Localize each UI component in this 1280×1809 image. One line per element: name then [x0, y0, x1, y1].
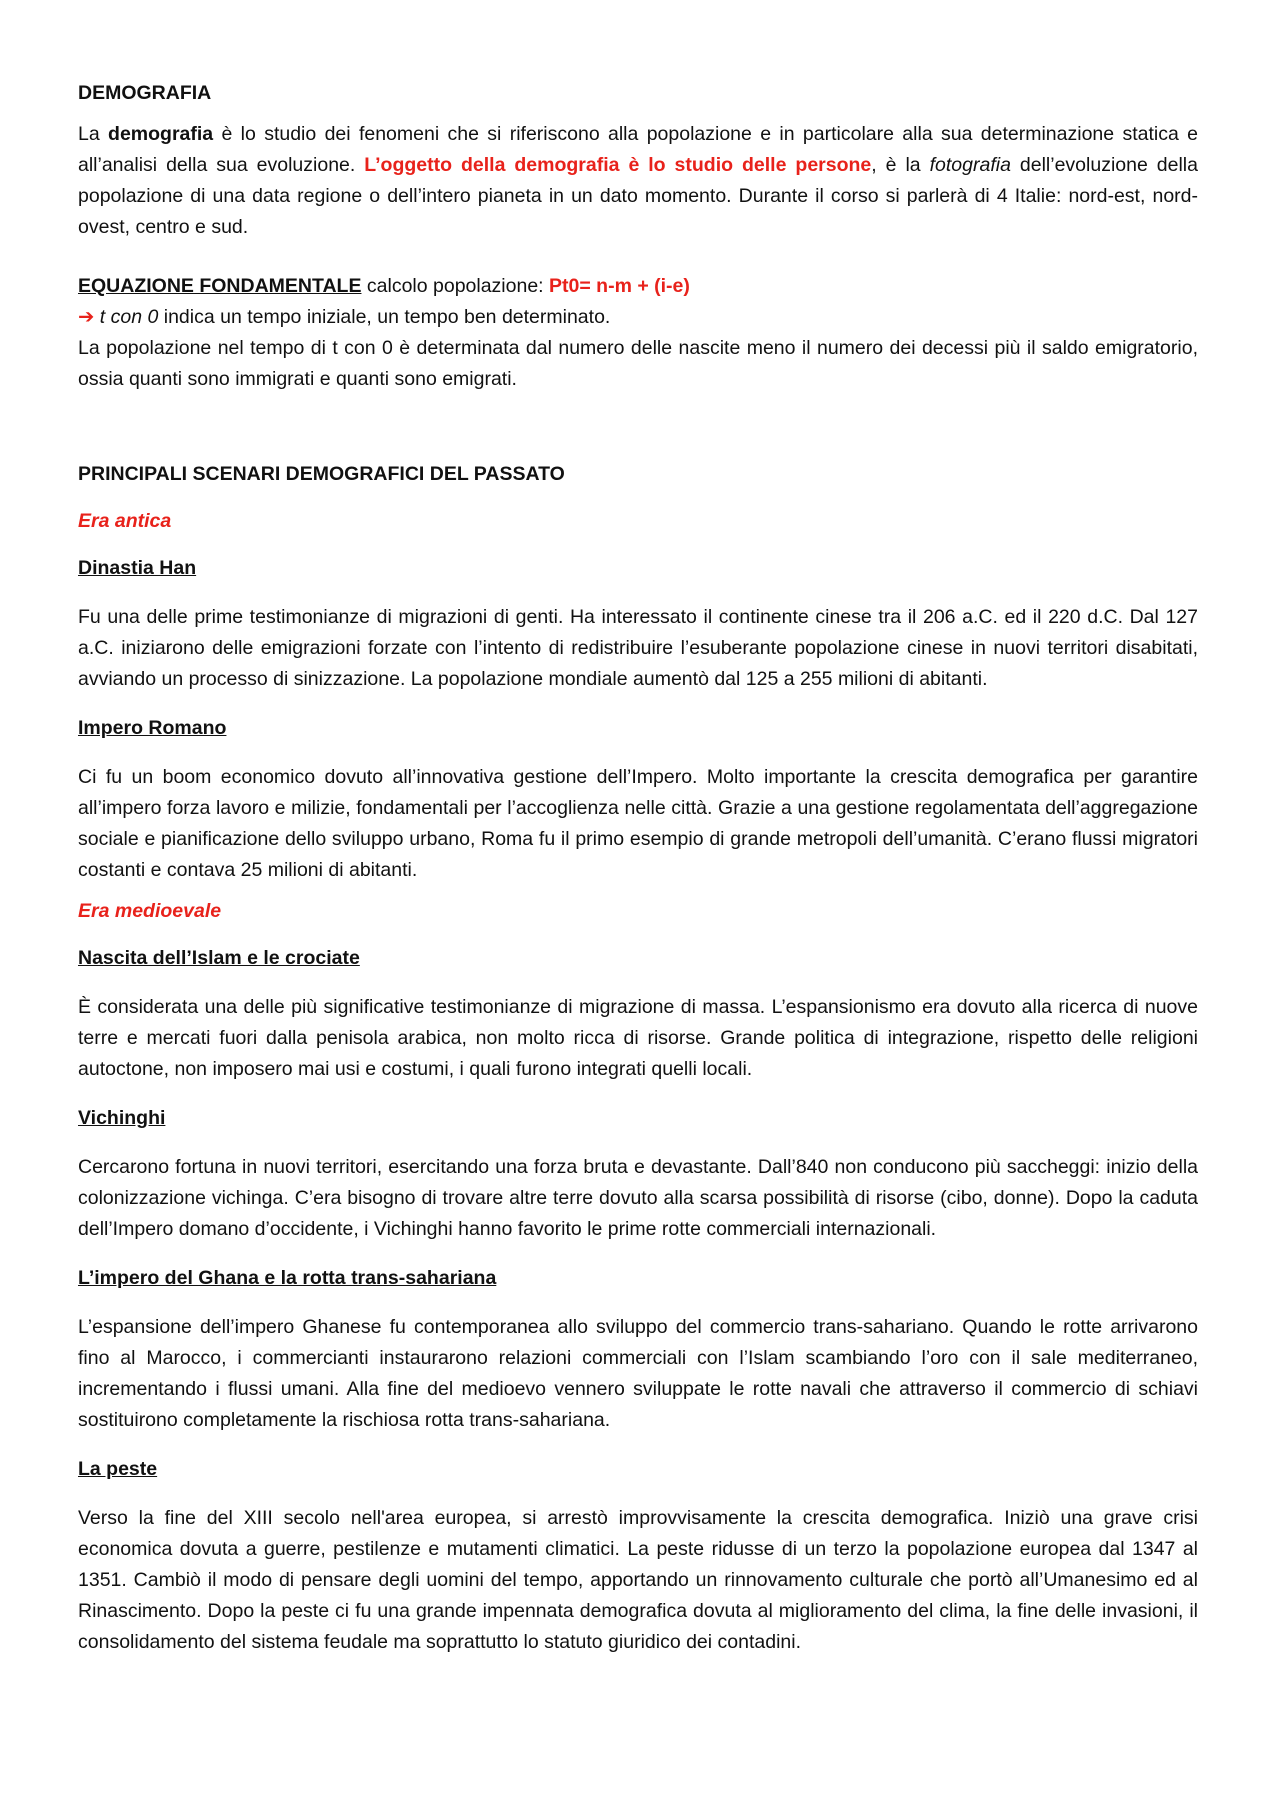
- page-title: DEMOGRAFIA: [78, 82, 212, 104]
- intro-italic-term: fotografia: [929, 154, 1011, 176]
- equation-label: EQUAZIONE FONDAMENTALE: [78, 275, 362, 297]
- vichinghi-title: Vichinghi: [78, 1107, 166, 1129]
- t-con-zero-desc: indica un tempo iniziale, un tempo ben determinato.: [158, 306, 611, 328]
- han-title: Dinastia Han: [78, 557, 197, 579]
- islam-body: È considerata una delle più significative testimonianze di migrazione di massa. L’espansionismo era dovuto alla ricerca di nuove terre e mercati fuori dalla penisola arabica, non molto ricca di risorse. Grande politica di integrazione, rispetto delle religioni autoctone, non imposero mai usi e costumi, i quali furono integrati quelli locali.: [78, 996, 1198, 1080]
- han-body: Fu una delle prime testimonianze di migrazioni di genti. Ha interessato il continente cinese tra il 206 a.C. ed il 220 d.C. Dal 127 a.C. iniziarono delle emigrazioni forzate con l’intento di redistribuire l’esuberante popolazione cinese in nuovi territori disabitati, avviando un processo di sinizzazione. La popolazione mondiale aumentò dal 125 a 255 milioni di abitanti.: [78, 606, 1198, 690]
- intro-text-1: La: [78, 123, 109, 145]
- era-medioevale-heading: Era medioevale: [78, 900, 222, 922]
- intro-paragraph: [78, 119, 1198, 243]
- islam-title: Nascita dell’Islam e le crociate: [78, 947, 360, 969]
- intro-highlight: L’oggetto della demografia è lo studio delle persone: [364, 154, 872, 176]
- equation-text: calcolo popolazione:: [361, 275, 550, 297]
- era-antica-heading: Era antica: [78, 510, 172, 532]
- equation-formula: Pt0= n-m + (i-e): [549, 275, 690, 297]
- equation-note: [78, 302, 1198, 333]
- ghana-body: L’espansione dell’impero Ghanese fu contemporanea allo sviluppo del commercio trans-sahariano. Quando le rotte arrivarono fino al Marocco, i commercianti instaurarono relazioni commerciali con l’Islam scambiando l’oro con il sale mediterraneo, incrementando i flussi umani. Alla fine del medioevo vennero sviluppate le rotte navali che attraverso il commercio di schiavi sostituirono completamente la rischiosa rotta trans-sahariana.: [78, 1316, 1198, 1431]
- t-con-zero: t con 0: [94, 306, 159, 328]
- intro-text-3: , è la: [871, 154, 930, 176]
- vichinghi-body: Cercarono fortuna in nuovi territori, esercitando una forza bruta e devastante. Dall’840 non conducono più saccheggi: inizio della colonizzazione vichinga. C’era bisogno di trovare altre terre dovuto alla scarsa possibilità di risorse (cibo, donne). Dopo la caduta dell’Impero domano d’occidente, i Vichinghi hanno favorito le prime rotte commerciali internazionali.: [78, 1156, 1198, 1240]
- roma-title: Impero Romano: [78, 717, 227, 739]
- peste-title: La peste: [78, 1458, 158, 1480]
- roma-body: Ci fu un boom economico dovuto all’innovativa gestione dell’Impero. Molto importante la crescita demografica per garantire all’impero forza lavoro e milizie, fondamentali per l’accoglienza nelle città. Grazie a una gestione regolamentata dell’aggregazione sociale e pianificazione dello sviluppo urbano, Roma fu il primo esempio di grande metropoli dell’umanità. C’erano flussi migratori costanti e contava 25 milioni di abitanti.: [78, 766, 1198, 881]
- ghana-title: L’impero del Ghana e la rotta trans-sahariana: [78, 1267, 497, 1289]
- intro-text-4: dell’evoluzione della popolazione di una data regione o dell’intero pianeta in un dato momento. Durante il corso si parlerà di 4 Italie: nord-est, nord-ovest, centro e sud.: [78, 154, 1198, 238]
- arrow-right-icon: ➔: [78, 306, 95, 328]
- equation-explanation: La popolazione nel tempo di t con 0 è determinata dal numero delle nascite meno il numero dei decessi più il saldo emigratorio, ossia quanti sono immigrati e quanti sono emigrati.: [78, 337, 1198, 390]
- intro-text-2: è lo studio dei fenomeni che si riferiscono alla popolazione e in particolare alla sua determinazione statica e all’analisi della sua evoluzione.: [78, 123, 1199, 176]
- peste-body: Verso la fine del XIII secolo nell'area europea, si arrestò improvvisamente la crescita demografica. Iniziò una grave crisi economica dovuta a guerre, pestilenze e mutamenti climatici. La peste ridusse di un terzo la popolazione europea dal 1347 al 1351. Cambiò il modo di pensare degli uomini del tempo, apportando un rinnovamento culturale che portò all’Umanesimo ed al Rinascimento. Dopo la peste ci fu una grande impennata demografica dovuta al miglioramento del clima, la fine delle invasioni, il consolidamento del sistema feudale ma soprattutto lo statuto giuridico dei contadini.: [78, 1507, 1198, 1653]
- equation-line: [78, 271, 1198, 302]
- intro-bold-term: demografia: [108, 123, 214, 145]
- scenari-heading: PRINCIPALI SCENARI DEMOGRAFICI DEL PASSATO: [78, 463, 565, 485]
